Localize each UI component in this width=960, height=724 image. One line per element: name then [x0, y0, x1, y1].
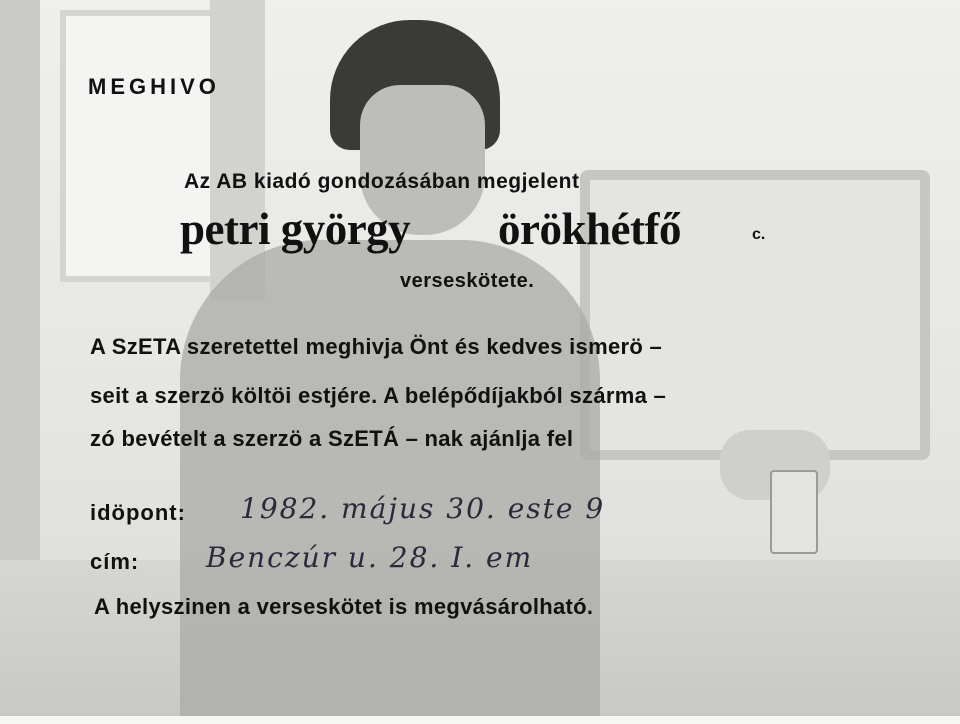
date-label: idöpont:: [90, 500, 186, 525]
book-type: verseskötete.: [400, 270, 535, 292]
publisher-line: Az AB kiadó gondozásában megjelent: [184, 170, 580, 193]
invitation-heading: MEGHIVO: [88, 74, 220, 99]
body-line: zó bevételt a szerzö a SzETÁ – nak ajánlja fel: [90, 426, 574, 451]
book-author: petri györgy: [180, 204, 411, 254]
scan-edge: [0, 716, 960, 724]
closing-line: A helyszinen a verseskötet is megvásárolható.: [94, 594, 594, 619]
address-label: cím:: [90, 549, 140, 574]
date-handwritten: 1982. május 30. este 9: [240, 492, 606, 525]
body-line: seit a szerzö költöi estjére. A belépődíjakból szárma –: [90, 383, 667, 408]
background-photo-person-coat: [180, 240, 600, 716]
background-photo-glass: [770, 470, 818, 554]
address-handwritten: Benczúr u. 28. I. em: [206, 541, 534, 574]
body-line: A SzETA szeretettel meghivja Önt és kedves ismerö –: [90, 334, 663, 359]
book-title-suffix: c.: [752, 226, 766, 243]
book-title: örökhétfő: [498, 204, 681, 254]
